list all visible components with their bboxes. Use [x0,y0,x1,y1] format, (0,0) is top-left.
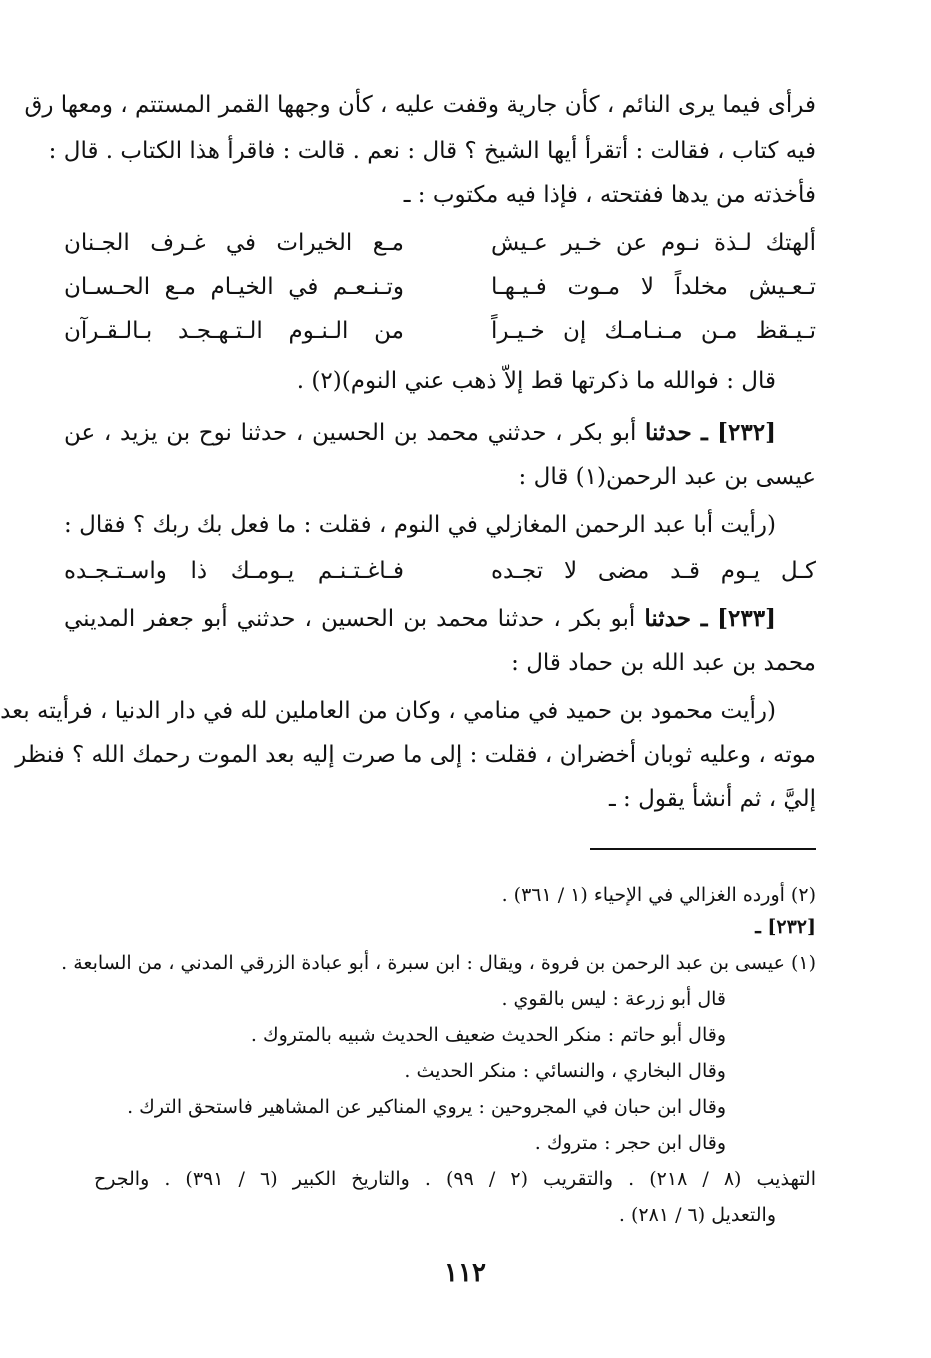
text-line [64,604,776,634]
text-line: فيه كتاب ، فقالت : أتقرأ أيها الشيخ ؟ قال : نعم . قالت : فاقرأ هذا الكتاب . قال : [48,138,816,164]
page-number: ١١٢ [444,1258,486,1288]
verse-second-hemistich: من الـنـوم الـتـهـجـد بـالـقـرآن [64,318,404,344]
text-line [64,418,776,448]
verse-second-hemistich: مـع الخيرات في غـرف الجـنان [64,230,404,256]
verse-first-hemistich: ألهتك لـذة نـوم عن خـير عـيش [491,230,816,256]
verse-second-hemistich: وتـنـعـم في الخيـام مـع الحـسـان [64,274,404,300]
footnote-separator [590,848,816,850]
footnote-line: وقال أبو حاتم : منكر الحديث ضعيف الحديث شبيه بالمتروك . [250,1024,726,1046]
report-number: [٢٣٣] ـ حدثنا [644,605,776,632]
footnote-line: التهذيب (٨ / ٢١٨) . والتقريب (٢ / ٩٩) . والتاريخ الكبير (٦ / ٣٩١) . والجرح [94,1168,817,1190]
verse-first-hemistich: كـل يـوم قـد مضى لا تجـده [491,558,816,584]
footnote: (١) عيسى بن عبد الرحمن بن فروة ، ويقال : ابن سبرة ، أبو عبادة الزرقي المدني ، من السابعة . [61,952,816,974]
text-line: عيسى بن عبد الرحمن(١) قال : [518,464,816,490]
text-line: محمد بن عبد الله بن حماد قال : [511,650,816,676]
text-line: إليَّ ، ثم أنشأ يقول : ـ [609,786,816,812]
text-line: فأخذته من يدها ففتحته ، فإذا فيه مكتوب : ـ [403,182,816,208]
text-line: قال : فوالله ما ذكرتها قط إلاّ ذهب عني النوم)(٢) . [296,368,776,394]
isnad-text: أبو بكر ، حدثني محمد بن الحسين ، حدثنا نوح بن يزيد ، عن [64,420,646,446]
isnad-text: أبو بكر ، حدثنا محمد بن الحسين ، حدثني أبو جعفر المديني [64,606,645,632]
footnote-line: قال أبو زرعة : ليس بالقوي . [501,988,726,1010]
text-line: (رأيت أبا عبد الرحمن المغازلي في النوم ، فقلت : ما فعل بك ربك ؟ فقال : [64,512,776,538]
verse-first-hemistich: تـعـيش مخلداً لا مـوت فـيـهـا [491,274,816,300]
verse-first-hemistich: تـيـقظ مـن مـنـامـك إن خـيـراً [491,318,816,344]
footnote-line: وقال البخاري ، والنسائي : منكر الحديث . [404,1060,726,1082]
text-line: موته ، وعليه ثوبان أخضران ، فقلت : إلى ما صرت إليه بعد الموت رحمك الله ؟ فنظر [15,742,816,768]
verse-second-hemistich: فـاغـتـنـم يـومـك ذا واسـتـجـده [64,558,404,584]
footnote-line: وقال ابن حبان في المجروحين : يروي المناكير عن المشاهير فاستحق الترك . [127,1096,726,1118]
text-line: (رأيت محمود بن حميد في منامي ، وكان من العاملين لله في دار الدنيا ، فرأيته بعد [0,698,776,724]
text-line: فرأى فيما يرى النائم ، كأن جارية وقفت عليه ، كأن وجهها القمر المستتم ، ومعها رق [24,92,816,118]
footnote-line: والتعديل (٦ / ٢٨١) . [618,1204,776,1226]
footnote-ref: [٢٣٢] ـ [755,916,816,938]
footnote: (٢) أورده الغزالي في الإحياء (١ / ٣٦١) . [501,884,816,906]
footnote-line: وقال ابن حجر : متروك . [534,1132,726,1154]
report-number: [٢٣٢] ـ حدثنا [645,419,776,446]
